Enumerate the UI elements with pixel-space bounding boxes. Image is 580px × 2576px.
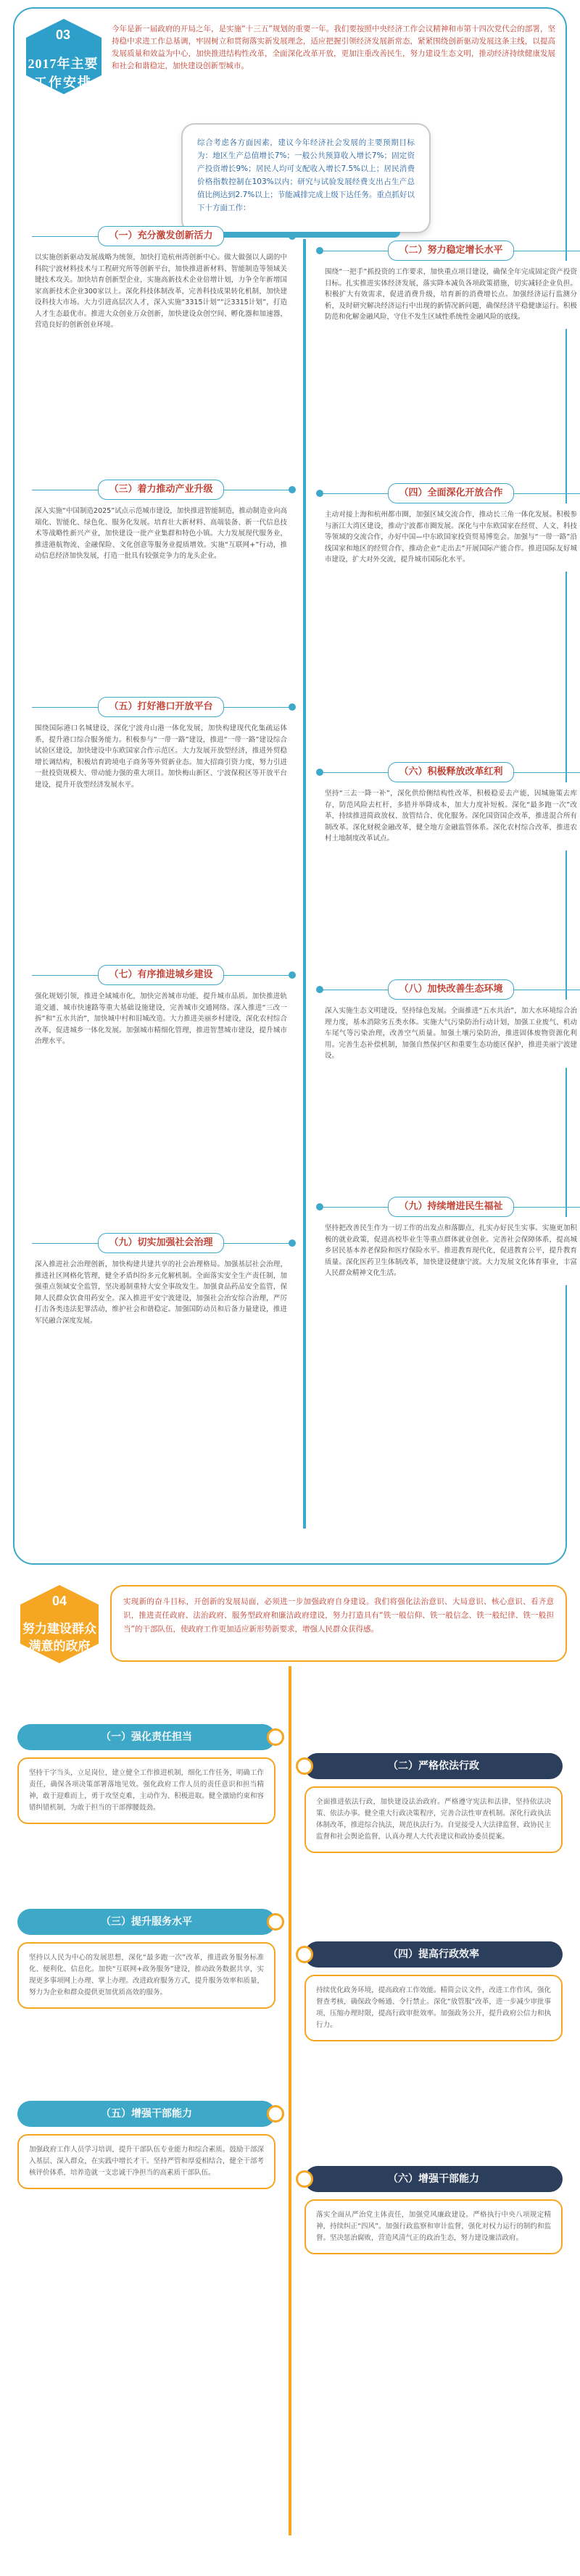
gov-card-title: （六）增强干部能力 <box>388 2173 479 2185</box>
task-card-6 <box>316 762 580 850</box>
task-card-3 <box>26 480 296 568</box>
gov-card-5 <box>17 2101 276 2189</box>
gov-card-6 <box>304 2166 563 2254</box>
ring-icon <box>267 1913 284 1931</box>
gov-card-4 <box>304 1941 563 2041</box>
bullet-dot-icon <box>289 1239 296 1247</box>
section-03-number: 03 <box>55 28 71 42</box>
task-card-2 <box>316 241 580 329</box>
task-card-7 <box>26 965 296 1053</box>
section-04-spine <box>289 1666 291 2535</box>
task-card-body: 坚持把改善民生作为一切工作的出发点和落脚点，扎实办好民生实事。实施更加积极的就业政策，促进高校毕业生等重点群体就业创业。完善社会保障体系，提高城乡居民基本养老保险和医疗保险水平。推进教育现代化，促进教育公平，提升教育质量。深化医药卫生体制改革，加快建设健康宁波。大力发展文化体育事业，丰富人民群众精神文化生活。 <box>316 1217 580 1285</box>
gov-card-3 <box>17 1909 276 2009</box>
section-04-title-line2: 满意的政府 <box>28 1639 91 1653</box>
gov-card-header <box>17 2101 276 2127</box>
gov-card-title: （二）严格依法行政 <box>388 1760 479 1772</box>
ring-icon <box>296 1757 313 1775</box>
task-card-title: （九）切实加强社会治理 <box>98 1233 223 1253</box>
bullet-dot-icon <box>316 247 323 254</box>
task-card-4 <box>316 483 580 572</box>
task-card-title: （七）有序推进城乡建设 <box>98 965 223 985</box>
task-card-body: 深入实施生态文明建设，坚持绿色发展。全面推进“五水共治”，加大水环境综合治理力度，基本消除劣五类水体。实施大气污染防治行动计划，加强工业废气、机动车尾气等污染治理，改善空气质量。加强土壤污染防治，推进固体废物资源化利用。完善生态补偿机制，加强自然保护区和重要生态功能区保护，推进美丽宁波建设。 <box>316 1000 580 1068</box>
section-03-timeline <box>303 239 306 1529</box>
section-04-intro: 实现新的奋斗目标，开创新的发展局面，必须进一步加强政府自身建设。我们将强化法治意识、大局意识、核心意识、看齐意识，推进责任政府、法治政府、服务型政府和廉洁政府建设，努力打造具有“铁一般信仰、铁一般信念、铁一般纪律、铁一般担当”的干部队伍，使政府工作更加适应新形势新要求，增强人民群众获得感。 <box>123 1597 554 1634</box>
task-card-title: （六）积极释放改革红利 <box>388 762 513 782</box>
task-card-title: （一）充分激发创新活力 <box>98 226 223 246</box>
gov-card-header <box>304 1753 563 1779</box>
targets-text: 综合考虑各方面因素，建议今年经济社会发展的主要预期目标为：地区生产总值增长7%；一般公共预算收入增长7%；固定资产投资增长9%；居民人均可支配收入增长7.5%以上；居民消费价格指数控制在103%以内；研究与试验发展经费支出占生产总值比例达到2.7%以上；节能减排完成上级下达任务。重点抓好以下十方面工作： <box>197 138 415 212</box>
task-card-body: 深入实施“中国制造2025”试点示范城市建设，加快推进智能制造，推动制造业向高端化、智能化、绿色化、服务化发展。培育壮大新材料、高端装备、新一代信息技术等战略性新兴产业，加快建设一批产业集群和特色小镇。大力发展现代服务业，推进港航物流、金融保险、文化创意等服务业提质增效。实施“互联网+”行动，推动信息经济加快发展，打造一批具有较强竞争力的龙头企业。 <box>26 500 296 568</box>
section-03-badge <box>20 19 106 99</box>
gov-card-body: 坚持干字当头，立足岗位，建立健全工作推进机制，细化工作任务，明确工作责任，确保各项决策部署落地见效。强化政府工作人员的责任意识和担当精神，敢于迎难而上，勇于攻坚克难，主动作为、积极进取。健全激励约束和容错纠错机制，为敢于担当的干部撑腰鼓劲。 <box>17 1757 276 1824</box>
task-card-title: （九）持续增进民生福祉 <box>388 1197 513 1217</box>
bullet-dot-icon <box>316 986 323 993</box>
task-card-body: 坚持“三去一降一补”，深化供给侧结构性改革，积极稳妥去产能，因城施策去库存，防范风险去杠杆，多措并举降成本，加大力度补短板。深化“最多跑一次”改革，持续推进简政放权、放管结合、优化服务。深化国资国企改革，推进混合所有制改革。深化财税金融改革，健全地方金融监管体系。深化农村综合改革，推进农村土地制度改革试点。 <box>316 782 580 850</box>
task-card-1 <box>26 226 296 337</box>
task-card-body: 深入推进社会治理创新，加快构建共建共享的社会治理格局。加强基层社会治理，推进社区网格化管理，健全矛盾纠纷多元化解机制。全面落实安全生产责任制，加强重点领域安全监管，坚决遏制重特大安全事故发生。加强食品药品安全监管，保障人民群众饮食用药安全。深入推进平安宁波建设，加强社会治安综合治理，严厉打击各类违法犯罪活动，维护社会和谐稳定。加强国防动员和后备力量建设，推进军民融合深度发展。 <box>26 1253 296 1332</box>
ring-icon <box>296 2170 313 2188</box>
section-03-intro: 今年是新一届政府的开局之年，是实施“十三五”规划的重要一年。我们要按照中央经济工作会议精神和市第十四次党代会的部署，坚持稳中求进工作总基调，牢固树立和贯彻落实新发展理念，适应把握引领经济发展新常态，紧紧围绕创新驱动发展这条主线，以提高发展质量和效益为中心，加快推进结构性改革，全面深化改革开放，更加注重改善民生，努力建设生态文明，推动经济持续健康发展和社会和谐稳定，加快建设创新型城市。 <box>112 25 555 70</box>
section-04-badge <box>13 1585 107 1672</box>
gov-card-1 <box>17 1724 276 1824</box>
task-card-body: 围绕国际港口名城建设，深化宁波舟山港一体化发展，加快构建现代化集疏运体系，提升港口综合服务能力。积极参与“一带一路”建设，推进“一带一路”建设综合试验区建设，加快建设中东欧国家合作示范区。大力发展开放型经济，推进外贸稳增长调结构，积极培育跨境电子商务等外贸新业态。加大招商引资力度，努力引进一批投资规模大、带动能力强的重大项目。加快梅山新区、宁波保税区等开放平台建设，提升开放型经济发展水平。 <box>26 717 296 796</box>
task-card-title: （四）全面深化开放合作 <box>388 483 513 503</box>
section-04-intro-box <box>110 1585 567 1662</box>
section-04-number: 04 <box>51 1594 67 1608</box>
gov-card-body: 落实全面从严治党主体责任，加强党风廉政建设。严格执行中央八项规定精神，持续纠正“四风”。加强行政监察和审计监督，强化对权力运行的制约和监督。坚决惩治腐败，营造风清气正的政治生态，努力建设廉洁政府。 <box>304 2199 563 2254</box>
bullet-dot-icon <box>289 971 296 979</box>
task-card-title: （二）努力稳定增长水平 <box>388 241 513 261</box>
gov-card-header <box>17 1724 276 1750</box>
gov-card-header <box>17 1909 276 1935</box>
section-03-title-line1: 2017年主要 <box>28 57 99 71</box>
gov-card-header <box>304 2166 563 2192</box>
gov-card-title: （三）提升服务水平 <box>101 1916 192 1928</box>
task-card-title: （三）着力推动产业升级 <box>98 480 223 500</box>
gov-card-body: 全面推进依法行政，加快建设法治政府。严格遵守宪法和法律，坚持依法决策、依法办事。健全重大行政决策程序，完善合法性审查机制。深化行政执法体制改革，推进综合执法，规范执法行为。自觉接受人大法律监督、政协民主监督和社会舆论监督，认真办理人大代表建议和政协委员提案。 <box>304 1786 563 1853</box>
task-card-body: 以实施创新驱动发展战略为统领，加快打造杭州湾创新中心。做大做强以人副的中科院宁波材料技术与工程研究所等创新平台，加快推进新材料、智能制造等领域关键技术攻关。加快培育创新型企业，实施高新技术企业倍增计划，力争全年新增国家高新技术企业300家以上。深化科技体制改革，完善科技成果转化机制，加快建设科技大市场。大力引进高层次人才，深入实施“3315计划”“泛3315计划”，打造人才生态最优市。推进大众创业万众创新，加快建设众创空间、孵化器和加速器，营造良好的创新创业环境。 <box>26 246 296 337</box>
task-card-title: （五）打好港口开放平台 <box>98 697 223 717</box>
bullet-dot-icon <box>289 233 296 240</box>
task-card-5 <box>26 697 296 796</box>
bullet-dot-icon <box>289 486 296 493</box>
gov-card-body: 持续优化政务环境，提高政府工作效能。精简会议文件，改进工作作风，强化督查考核，确保政令畅通、令行禁止。深化“放管服”改革，进一步减少审批事项，压缩办理时限，提高行政审批效率。加强政务公开，提升政府公信力和执行力。 <box>304 1975 563 2041</box>
gov-card-body: 坚持以人民为中心的发展思想，深化“最多跑一次”改革，推进政务服务标准化、便利化、信息化。加快“互联网+政务服务”建设，推动政务数据共享，实现更多事项网上办理、掌上办理。改进政府服务方式，提升服务效率和质量，努力为企业和群众提供更加优质高效的服务。 <box>17 1942 276 2009</box>
gov-card-header <box>304 1941 563 1967</box>
bullet-dot-icon <box>316 1203 323 1210</box>
gov-card-title: （一）强化责任担当 <box>101 1731 192 1743</box>
ring-icon <box>296 1946 313 1963</box>
task-card-body: 强化规划引领，推进全域城市化，加快完善城市功能，提升城市品质。加快推进轨道交通、城市快速路等重大基础设施建设，完善城市交通网络。深入推进“三改一拆”和“五水共治”，加快城中村和旧城改造。大力推进美丽乡村建设，深化农村综合改革，促进城乡一体化发展。加强城市精细化管理，推进智慧城市建设，提升城市治理水平。 <box>26 985 296 1053</box>
task-card-body: 主动对接上海和杭州都市圈，加强区域交流合作，推动长三角一体化发展。积极参与浙江大湾区建设，推动宁波都市圈发展。深化与中东欧国家在经贸、人文、科技等领域的交流合作，办好中国—中东欧国家投资贸易博览会。加强与“一带一路”沿线国家和地区的经贸合作，推动企业“走出去”开展国际产能合作。推进国际友好城市建设，扩大对外交流，提升城市国际化水平。 <box>316 503 580 572</box>
gov-card-title: （四）提高行政效率 <box>388 1949 479 1960</box>
gov-card-2 <box>304 1753 563 1853</box>
gov-card-title: （五）增强干部能力 <box>101 2108 192 2120</box>
targets-box <box>183 125 429 232</box>
gov-card-body: 加强政府工作人员学习培训，提升干部队伍专业能力和综合素质。鼓励干部深入基层、深入群众，在实践中增长才干。坚持严管和厚爱相结合，健全干部考核评价体系，培养造就一支忠诚干净担当的高素质干部队伍。 <box>17 2134 276 2189</box>
task-card-body: 围绕“一把手”抓投资的工作要求，加快重点项目建设，确保全年完成固定资产投资目标。扎实推进实体经济发展，落实降本减负各项政策措施，切实减轻企业负担。积极扩大有效需求，促进消费升级，培育新的消费增长点。加强经济运行监测分析，及时研究解决经济运行中出现的新情况新问题，确保经济平稳健康运行。积极防范和化解金融风险，守住不发生区域性系统性金融风险的底线。 <box>316 261 580 329</box>
section-04-title-line1: 努力建设群众 <box>22 1622 96 1636</box>
ring-icon <box>267 1728 284 1746</box>
task-card-title: （八）加快改善生态环境 <box>388 979 513 1000</box>
ring-icon <box>267 2105 284 2123</box>
task-card-10 <box>316 1197 580 1285</box>
section-03-frame <box>13 7 577 1565</box>
bullet-dot-icon <box>316 490 323 497</box>
task-card-9 <box>26 1233 296 1332</box>
bullet-dot-icon <box>289 703 296 711</box>
section-03-title-line2: 工作安排 <box>34 75 92 90</box>
task-card-8 <box>316 979 580 1068</box>
bullet-dot-icon <box>316 769 323 776</box>
